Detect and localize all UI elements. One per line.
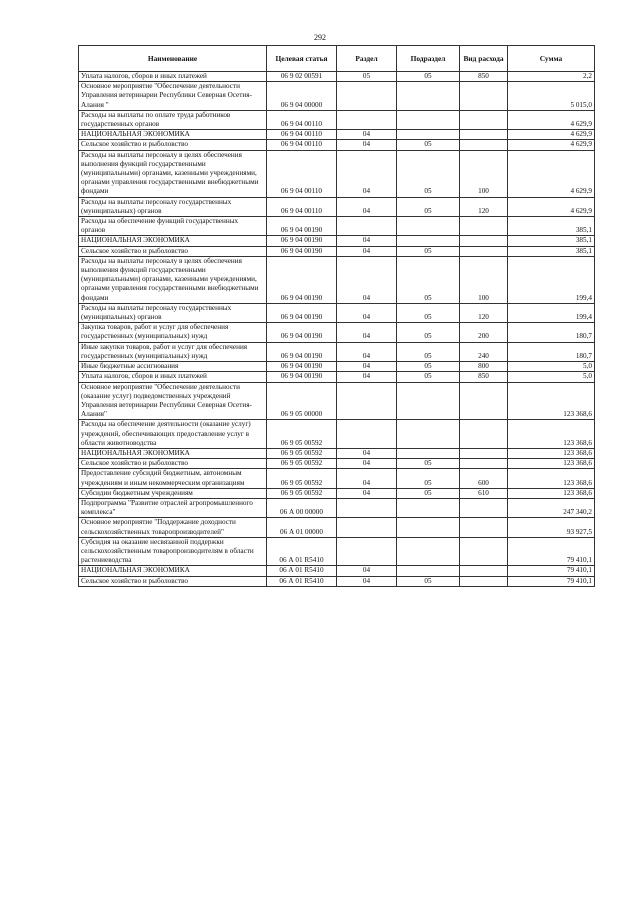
row-name-cell: НАЦИОНАЛЬНАЯ ЭКОНОМИКА	[79, 236, 267, 246]
row-article-cell: 06 9 04 00000	[267, 82, 337, 111]
row-article-cell: 06 9 04 00190	[267, 342, 337, 361]
header-section: Раздел	[337, 46, 397, 72]
row-name-cell: НАЦИОНАЛЬНАЯ ЭКОНОМИКА	[79, 130, 267, 140]
row-subsection-cell	[397, 217, 460, 236]
table-row	[79, 518, 595, 537]
table-row	[79, 459, 595, 469]
row-section-cell	[337, 537, 397, 566]
row-subsection-cell: 05	[397, 323, 460, 342]
row-name-cell: Основное мероприятие "Обеспечение деятельности (оказание услуг) подведомственных учреждений Управления ветеринарии Республики Северная Осетия-Алания"	[79, 382, 267, 420]
row-subsection-cell	[397, 382, 460, 420]
row-sum-cell: 79 410,1	[508, 537, 595, 566]
row-expense-type-cell	[460, 498, 508, 517]
row-name-cell: Сельское хозяйство и рыболовство	[79, 459, 267, 469]
table-row	[79, 420, 595, 449]
row-subsection-cell	[397, 420, 460, 449]
row-expense-type-cell	[460, 566, 508, 576]
row-expense-type-cell	[460, 448, 508, 458]
row-sum-cell: 385,1	[508, 217, 595, 236]
row-subsection-cell: 05	[397, 140, 460, 150]
row-article-cell: 06 9 05 00000	[267, 382, 337, 420]
row-expense-type-cell	[460, 236, 508, 246]
row-sum-cell: 123 368,6	[508, 459, 595, 469]
row-expense-type-cell: 600	[460, 469, 508, 488]
table-row	[79, 246, 595, 256]
table-row	[79, 82, 595, 111]
row-name-cell: Субсидия на оказание несвязанной поддержки сельскохозяйственным товаропроизводителям в области растениеводства	[79, 537, 267, 566]
row-article-cell: 06 А 01 R5410	[267, 576, 337, 586]
row-section-cell: 04	[337, 197, 397, 216]
row-section-cell: 04	[337, 448, 397, 458]
row-section-cell	[337, 82, 397, 111]
row-name-cell: Расходы на выплаты персоналу в целях обеспечения выполнения функций государственными (муниципальными) органами, казенными учреждениями, органами управления государственными внебюджетными фондами	[79, 150, 267, 197]
row-expense-type-cell: 240	[460, 342, 508, 361]
header-expense-type: Вид расхода	[460, 46, 508, 72]
row-expense-type-cell: 120	[460, 303, 508, 322]
row-subsection-cell: 05	[397, 459, 460, 469]
table-row	[79, 256, 595, 303]
row-section-cell: 04	[337, 362, 397, 372]
row-article-cell: 06 9 04 00190	[267, 217, 337, 236]
table-row	[79, 342, 595, 361]
row-sum-cell: 5,0	[508, 362, 595, 372]
row-expense-type-cell: 100	[460, 256, 508, 303]
row-name-cell: Расходы на выплаты персоналу государственных (муниципальных) органов	[79, 303, 267, 322]
row-sum-cell: 180,7	[508, 342, 595, 361]
row-article-cell: 06 9 05 00592	[267, 469, 337, 488]
table-row	[79, 110, 595, 129]
row-subsection-cell	[397, 537, 460, 566]
row-subsection-cell: 05	[397, 150, 460, 197]
row-article-cell: 06 А 00 00000	[267, 498, 337, 517]
row-subsection-cell: 05	[397, 197, 460, 216]
header-name: Наименование	[79, 46, 267, 72]
row-expense-type-cell	[460, 518, 508, 537]
row-article-cell: 06 9 04 00190	[267, 323, 337, 342]
row-sum-cell: 4 629,9	[508, 130, 595, 140]
table-row	[79, 217, 595, 236]
row-sum-cell: 385,1	[508, 246, 595, 256]
table-row	[79, 130, 595, 140]
row-name-cell: Предоставление субсидий бюджетным, автономным учреждениям и иным некоммерческим организациям	[79, 469, 267, 488]
row-section-cell: 04	[337, 576, 397, 586]
row-sum-cell: 4 629,9	[508, 150, 595, 197]
row-subsection-cell: 05	[397, 576, 460, 586]
row-section-cell: 04	[337, 140, 397, 150]
row-name-cell: Сельское хозяйство и рыболовство	[79, 140, 267, 150]
row-sum-cell: 123 368,6	[508, 488, 595, 498]
row-article-cell: 06 9 05 00592	[267, 459, 337, 469]
row-subsection-cell	[397, 498, 460, 517]
row-expense-type-cell	[460, 82, 508, 111]
row-expense-type-cell	[460, 140, 508, 150]
row-article-cell: 06 А 01 00000	[267, 518, 337, 537]
row-subsection-cell	[397, 110, 460, 129]
row-section-cell	[337, 217, 397, 236]
row-name-cell: Уплата налогов, сборов и иных платежей	[79, 72, 267, 82]
row-article-cell: 06 9 04 00190	[267, 372, 337, 382]
row-name-cell: Расходы на выплаты по оплате труда работников государственных органов	[79, 110, 267, 129]
row-section-cell	[337, 110, 397, 129]
row-name-cell: Субсидии бюджетным учреждениям	[79, 488, 267, 498]
row-sum-cell: 123 368,6	[508, 420, 595, 449]
row-sum-cell: 4 629,9	[508, 140, 595, 150]
table-row	[79, 303, 595, 322]
table-row	[79, 362, 595, 372]
row-name-cell: Расходы на обеспечение функций государственных органов	[79, 217, 267, 236]
row-sum-cell: 199,4	[508, 303, 595, 322]
row-section-cell: 04	[337, 303, 397, 322]
row-article-cell: 06 9 05 00592	[267, 448, 337, 458]
row-subsection-cell: 05	[397, 372, 460, 382]
row-section-cell: 04	[337, 246, 397, 256]
row-subsection-cell: 05	[397, 246, 460, 256]
row-expense-type-cell	[460, 576, 508, 586]
row-sum-cell: 79 410,1	[508, 576, 595, 586]
row-name-cell: Основное мероприятие "Поддержание доходности сельскохозяйственных товаропроизводителей"	[79, 518, 267, 537]
row-subsection-cell: 05	[397, 303, 460, 322]
row-subsection-cell: 05	[397, 488, 460, 498]
row-article-cell: 06 9 04 00190	[267, 362, 337, 372]
row-name-cell: НАЦИОНАЛЬНАЯ ЭКОНОМИКА	[79, 448, 267, 458]
row-section-cell: 04	[337, 130, 397, 140]
row-subsection-cell: 05	[397, 256, 460, 303]
row-name-cell: Расходы на обеспечение деятельности (оказание услуг) учреждений, обеспечивающих предоставление услуг в области животноводства	[79, 420, 267, 449]
row-sum-cell: 123 368,6	[508, 382, 595, 420]
row-article-cell: 06 9 05 00592	[267, 488, 337, 498]
row-section-cell: 04	[337, 236, 397, 246]
row-section-cell: 04	[337, 566, 397, 576]
header-article: Целевая статья	[267, 46, 337, 72]
row-subsection-cell	[397, 448, 460, 458]
row-name-cell: Сельское хозяйство и рыболовство	[79, 576, 267, 586]
row-expense-type-cell: 850	[460, 72, 508, 82]
row-section-cell: 04	[337, 488, 397, 498]
row-name-cell: Закупка товаров, работ и услуг для обеспечения государственных (муниципальных) нужд	[79, 323, 267, 342]
row-sum-cell: 123 368,6	[508, 448, 595, 458]
row-article-cell: 06 9 04 00190	[267, 236, 337, 246]
row-sum-cell: 79 410,1	[508, 566, 595, 576]
budget-table	[78, 45, 595, 587]
table-row	[79, 537, 595, 566]
row-expense-type-cell: 800	[460, 362, 508, 372]
row-sum-cell: 4 629,9	[508, 197, 595, 216]
table-row	[79, 498, 595, 517]
row-article-cell: 06 9 04 00190	[267, 256, 337, 303]
row-section-cell	[337, 420, 397, 449]
table-row	[79, 488, 595, 498]
row-article-cell: 06 9 04 00110	[267, 110, 337, 129]
row-article-cell: 06 9 04 00110	[267, 140, 337, 150]
row-article-cell: 06 9 04 00110	[267, 150, 337, 197]
row-sum-cell: 123 368,6	[508, 469, 595, 488]
row-article-cell: 06 9 04 00190	[267, 246, 337, 256]
row-section-cell: 04	[337, 323, 397, 342]
row-section-cell	[337, 382, 397, 420]
table-row	[79, 576, 595, 586]
table-header-row	[79, 46, 595, 72]
row-sum-cell: 5,0	[508, 372, 595, 382]
table-row	[79, 448, 595, 458]
table-row	[79, 469, 595, 488]
row-article-cell: 06 9 04 00110	[267, 197, 337, 216]
row-article-cell: 06 9 04 00190	[267, 303, 337, 322]
row-sum-cell: 2,2	[508, 72, 595, 82]
row-expense-type-cell: 120	[460, 197, 508, 216]
row-section-cell: 04	[337, 469, 397, 488]
row-sum-cell: 93 927,5	[508, 518, 595, 537]
row-expense-type-cell: 100	[460, 150, 508, 197]
row-article-cell: 06 А 01 R5410	[267, 537, 337, 566]
row-article-cell: 06 9 05 00592	[267, 420, 337, 449]
table-row	[79, 323, 595, 342]
row-expense-type-cell	[460, 382, 508, 420]
row-subsection-cell: 05	[397, 72, 460, 82]
row-subsection-cell	[397, 236, 460, 246]
row-section-cell: 04	[337, 150, 397, 197]
row-expense-type-cell: 200	[460, 323, 508, 342]
row-subsection-cell: 05	[397, 469, 460, 488]
row-sum-cell: 180,7	[508, 323, 595, 342]
row-section-cell: 05	[337, 72, 397, 82]
row-section-cell: 04	[337, 256, 397, 303]
row-name-cell: Расходы на выплаты персоналу государственных (муниципальных) органов	[79, 197, 267, 216]
row-section-cell	[337, 518, 397, 537]
row-subsection-cell: 05	[397, 362, 460, 372]
row-subsection-cell	[397, 130, 460, 140]
row-sum-cell: 4 629,9	[508, 110, 595, 129]
row-section-cell	[337, 498, 397, 517]
row-expense-type-cell	[460, 217, 508, 236]
row-expense-type-cell	[460, 110, 508, 129]
table-row	[79, 566, 595, 576]
row-subsection-cell	[397, 82, 460, 111]
table-row	[79, 140, 595, 150]
table-row	[79, 372, 595, 382]
header-sum: Сумма	[508, 46, 595, 72]
row-name-cell: Сельское хозяйство и рыболовство	[79, 246, 267, 256]
row-section-cell: 04	[337, 459, 397, 469]
row-name-cell: НАЦИОНАЛЬНАЯ ЭКОНОМИКА	[79, 566, 267, 576]
row-expense-type-cell	[460, 459, 508, 469]
row-name-cell: Иные бюджетные ассигнования	[79, 362, 267, 372]
row-subsection-cell	[397, 566, 460, 576]
row-sum-cell: 199,4	[508, 256, 595, 303]
table-row	[79, 197, 595, 216]
row-expense-type-cell: 850	[460, 372, 508, 382]
row-expense-type-cell	[460, 420, 508, 449]
row-sum-cell: 247 340,2	[508, 498, 595, 517]
row-sum-cell: 385,1	[508, 236, 595, 246]
row-section-cell: 04	[337, 372, 397, 382]
table-row	[79, 236, 595, 246]
row-name-cell: Уплата налогов, сборов и иных платежей	[79, 372, 267, 382]
row-expense-type-cell	[460, 537, 508, 566]
row-subsection-cell	[397, 518, 460, 537]
row-article-cell: 06 А 01 R5410	[267, 566, 337, 576]
row-expense-type-cell	[460, 130, 508, 140]
row-subsection-cell: 05	[397, 342, 460, 361]
row-section-cell: 04	[337, 342, 397, 361]
row-name-cell: Основное мероприятие "Обеспечение деятельности Управления ветеринарии Республики Северная Осетия-Алания "	[79, 82, 267, 111]
page-number: 292	[314, 33, 326, 42]
header-subsection: Подраздел	[397, 46, 460, 72]
row-article-cell: 06 9 02 00591	[267, 72, 337, 82]
table-row	[79, 382, 595, 420]
table-row	[79, 72, 595, 82]
row-name-cell: Иные закупки товаров, работ и услуг для обеспечения государственных (муниципальных) нужд	[79, 342, 267, 361]
row-name-cell: Расходы на выплаты персоналу в целях обеспечения выполнения функций государственными (муниципальными) органами, казенными учреждениями, органами управления государственными внебюджетными фондами	[79, 256, 267, 303]
row-sum-cell: 5 015,0	[508, 82, 595, 111]
row-name-cell: Подпрограмма "Развитие отраслей агропромышленного комплекса"	[79, 498, 267, 517]
row-expense-type-cell: 610	[460, 488, 508, 498]
row-article-cell: 06 9 04 00110	[267, 130, 337, 140]
table-row	[79, 150, 595, 197]
row-expense-type-cell	[460, 246, 508, 256]
